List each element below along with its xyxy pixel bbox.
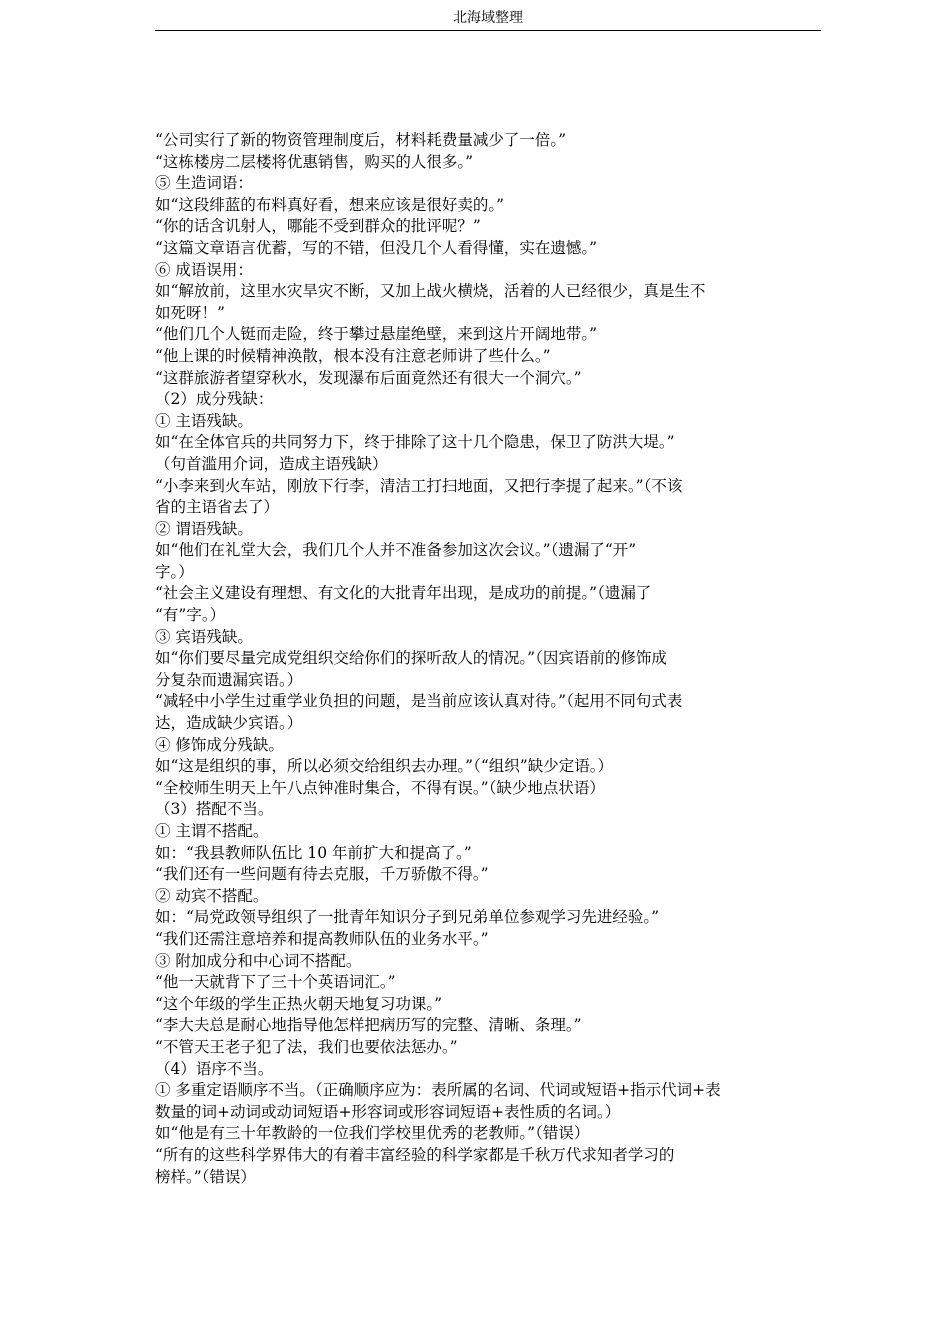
text-line: 如“他们在礼堂大会，我们几个人并不准备参加这次会议。”（遗漏了“开” [155,541,637,560]
text-line: 如死呀！” [155,303,225,322]
text-line: ③ 附加成分和中心词不搭配。 [155,951,362,970]
text-line: “这篇文章语言优蓄，写的不错，但没几个人看得懂，实在遗憾。” [155,238,598,257]
text-line: “公司实行了新的物资管理制度后，材料耗费量减少了一倍。” [155,131,567,149]
text-line: ① 主谓不搭配。 [155,822,269,840]
text-line: 如：“局党政领导组织了一批青年知识分子到兄弟单位参观学习先进经验。” [155,908,660,927]
text-line: 数量的词+动词或动词短语+形容词或形容词短语+表性质的名词。） [155,1102,621,1121]
text-line: “我们还需注意培养和提高教师队伍的业务水平。” [155,929,489,948]
text-line: “小李来到火车站，刚放下行李，清洁工打扫地面，又把行李提了起来。”（不该 [155,476,683,495]
text-line: “全校师生明天上午八点钟准时集合，不得有误。”（缺少地点状语） [155,778,605,797]
text-line: ③ 宾语残缺。 [155,627,253,646]
text-line: “你的话含讥射人，哪能不受到群众的批评呢？” [155,217,481,236]
text-line: 如“这段绯蓝的布料真好看，想来应该是很好卖的。” [155,195,505,214]
text-line: “减轻中小学生过重学业负担的问题，是当前应该认真对待。”（起用不同句式表 [155,692,683,711]
text-line: “李大夫总是耐心地指导他怎样把病历写的完整、清晰、条理。” [155,1016,582,1035]
text-line: （2）成分残缺： [155,390,274,409]
text-line: ① 主语残缺。 [155,411,253,430]
text-line: 分复杂而遗漏宾语。） [155,670,303,689]
text-line: “这群旅游者望穿秋水，发现瀑布后面竟然还有很大一个洞穴。” [155,368,582,387]
text-line: 榜样。”（错误） [155,1167,256,1186]
text-line: ② 谓语残缺。 [155,519,253,538]
text-line: “他们几个人铤而走险，终于攀过悬崖绝壁，来到这片开阔地带。” [155,325,598,344]
text-line: “所有的这些科学界伟大的有着丰富经验的科学家都是千秋万代求知者学习的 [155,1145,675,1164]
text-line: “有”字。） [155,606,226,625]
text-line: “社会主义建设有理想、有文化的大批青年出现，是成功的前提。”（遗漏了 [155,584,652,603]
text-line: 如“这是组织的事，所以必须交给组织去办理。”（“组织”缺少定语。） [155,757,613,776]
text-line: 字。） [155,562,194,581]
text-line: （3）搭配不当。 [155,800,274,819]
text-line: 如“他是有三十年教龄的一位我们学校里优秀的老教师。”（错误） [155,1124,590,1143]
text-line: 省的主语省去了） [155,498,280,517]
text-line: ① 多重定语顺序不当。（正确顺序应为：表所属的名词、代词或短语+指示代词+表 [155,1081,721,1100]
text-line: （句首滥用介词，造成主语残缺） [155,454,388,473]
text-line: 如“解放前，这里水灾旱灾不断，又加上战火横烧，活着的人已经很少，真是生不 [155,282,706,301]
text-line: ⑥ 成语误用： [155,260,253,279]
text-line: “他一天就背下了三十个英语词汇。” [155,973,396,992]
text-line: ② 动宾不搭配。 [155,886,269,905]
page-header: 北海域整理 [155,8,821,31]
text-line: “这个年级的学生正热火朝天地复习功课。” [155,994,443,1013]
text-line: （4）语序不当。 [155,1059,274,1078]
document-body [155,130,821,1188]
text-line: “我们还有一些问题有待去克服，千万骄傲不得。” [155,865,489,884]
text-line: ④ 修饰成分残缺。 [155,735,284,754]
text-line: 如“在全体官兵的共同努力下，终于排除了这十几个隐患，保卫了防洪大堤。” [155,433,675,452]
text-line: “不管天王老子犯了法，我们也要依法惩办。” [155,1037,458,1056]
text-line: “这栋楼房二层楼将优惠销售，购买的人很多。” [155,152,474,171]
text-line: 如：“我县教师队伍比 10 年前扩大和提高了。” [155,843,472,862]
text-line: 如“你们要尽量完成党组织交给你们的探听敌人的情况。”（因宾语前的修饰成 [155,649,667,668]
text-line: “他上课的时候精神涣散，根本没有注意老师讲了些什么。” [155,346,551,365]
text-line: 达，造成缺少宾语。） [155,714,303,733]
text-line: ⑤ 生造词语： [155,174,253,193]
